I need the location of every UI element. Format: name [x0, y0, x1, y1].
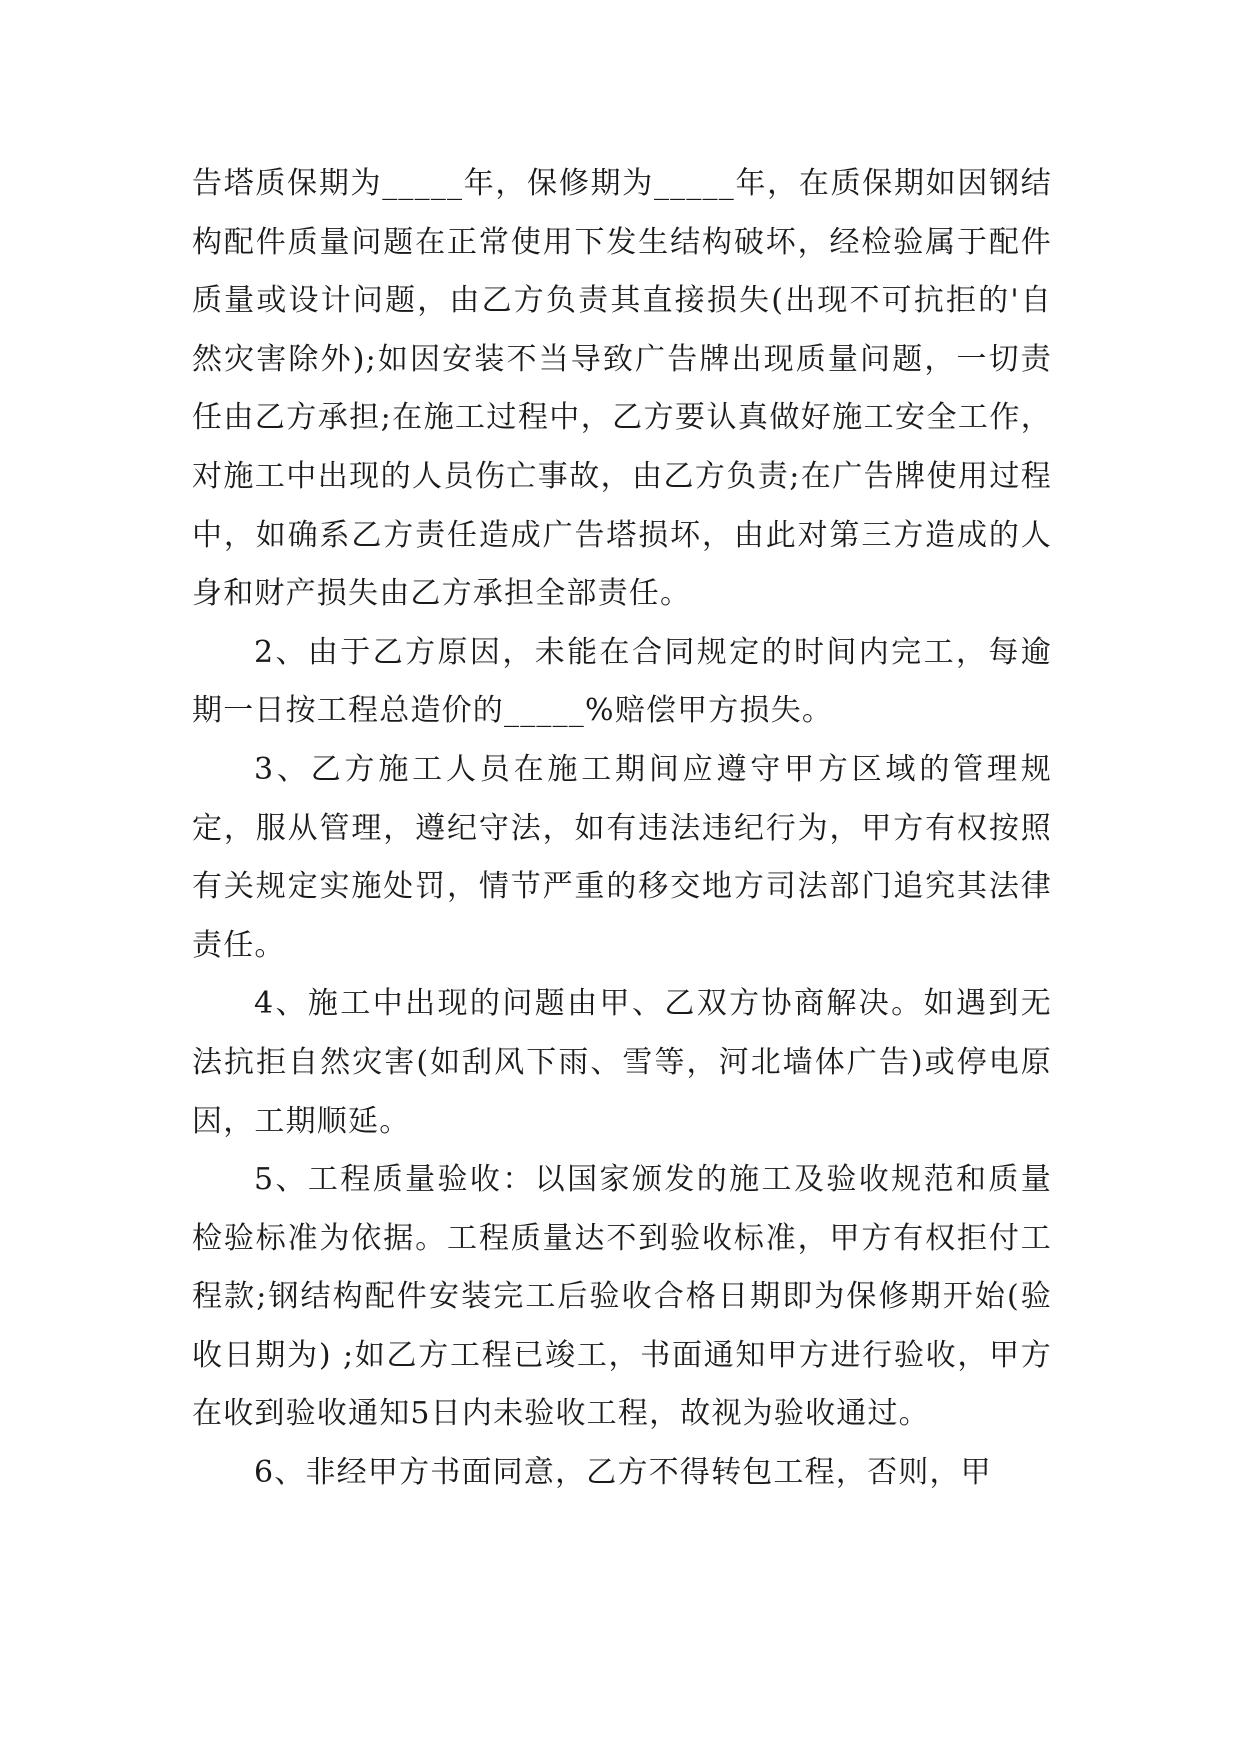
paragraph-clause-5: 5、工程质量验收：以国家颁发的施工及验收规范和质量检验标准为依据。工程质量达不到验收标准，甲方有权拒付工程款;钢结构配件安装完工后验收合格日期即为保修期开始(验收日期为) ;如乙方工程已竣工，书面通知甲方进行验收，甲方在收到验收通知5日内未验收工程，故视为验收通过。	[192, 1162, 1052, 1432]
paragraph-clause-4: 4、施工中出现的问题由甲、乙双方协商解决。如遇到无法抗拒自然灾害(如刮风下雨、雪等，河北墙体广告)或停电原因，工期顺延。	[192, 986, 1052, 1139]
paragraph-warranty: 告塔质保期为_____年，保修期为_____年，在质保期如因钢结构配件质量问题在正常使用下发生结构破坏，经检验属于配件质量或设计问题，由乙方负责其直接损失(出现不可抗拒的'自然灾害除外);如因安装不当导致广告牌出现质量问题，一切责任由乙方承担;在施工过程中，乙方要认真做好施工安全工作，对施工中出现的人员伤亡事故，由乙方负责;在广告牌使用过程中，如确系乙方责任造成广告塔损坏，由此对第三方造成的人身和财产损失由乙方承担全部责任。	[192, 166, 1052, 612]
paragraph-clause-2: 2、由于乙方原因，未能在合同规定的时间内完工，每逾期一日按工程总造价的_____%赔偿甲方损失。	[192, 634, 1052, 729]
document-body	[192, 155, 1052, 1503]
paragraph-clause-6: 6、非经甲方书面同意，乙方不得转包工程，否则，甲	[254, 1455, 992, 1491]
paragraph-clause-3: 3、乙方施工人员在施工期间应遵守甲方区域的管理规定，服从管理，遵纪守法，如有违法违纪行为，甲方有权按照有关规定实施处罚，情节严重的移交地方司法部门追究其法律责任。	[192, 751, 1052, 963]
